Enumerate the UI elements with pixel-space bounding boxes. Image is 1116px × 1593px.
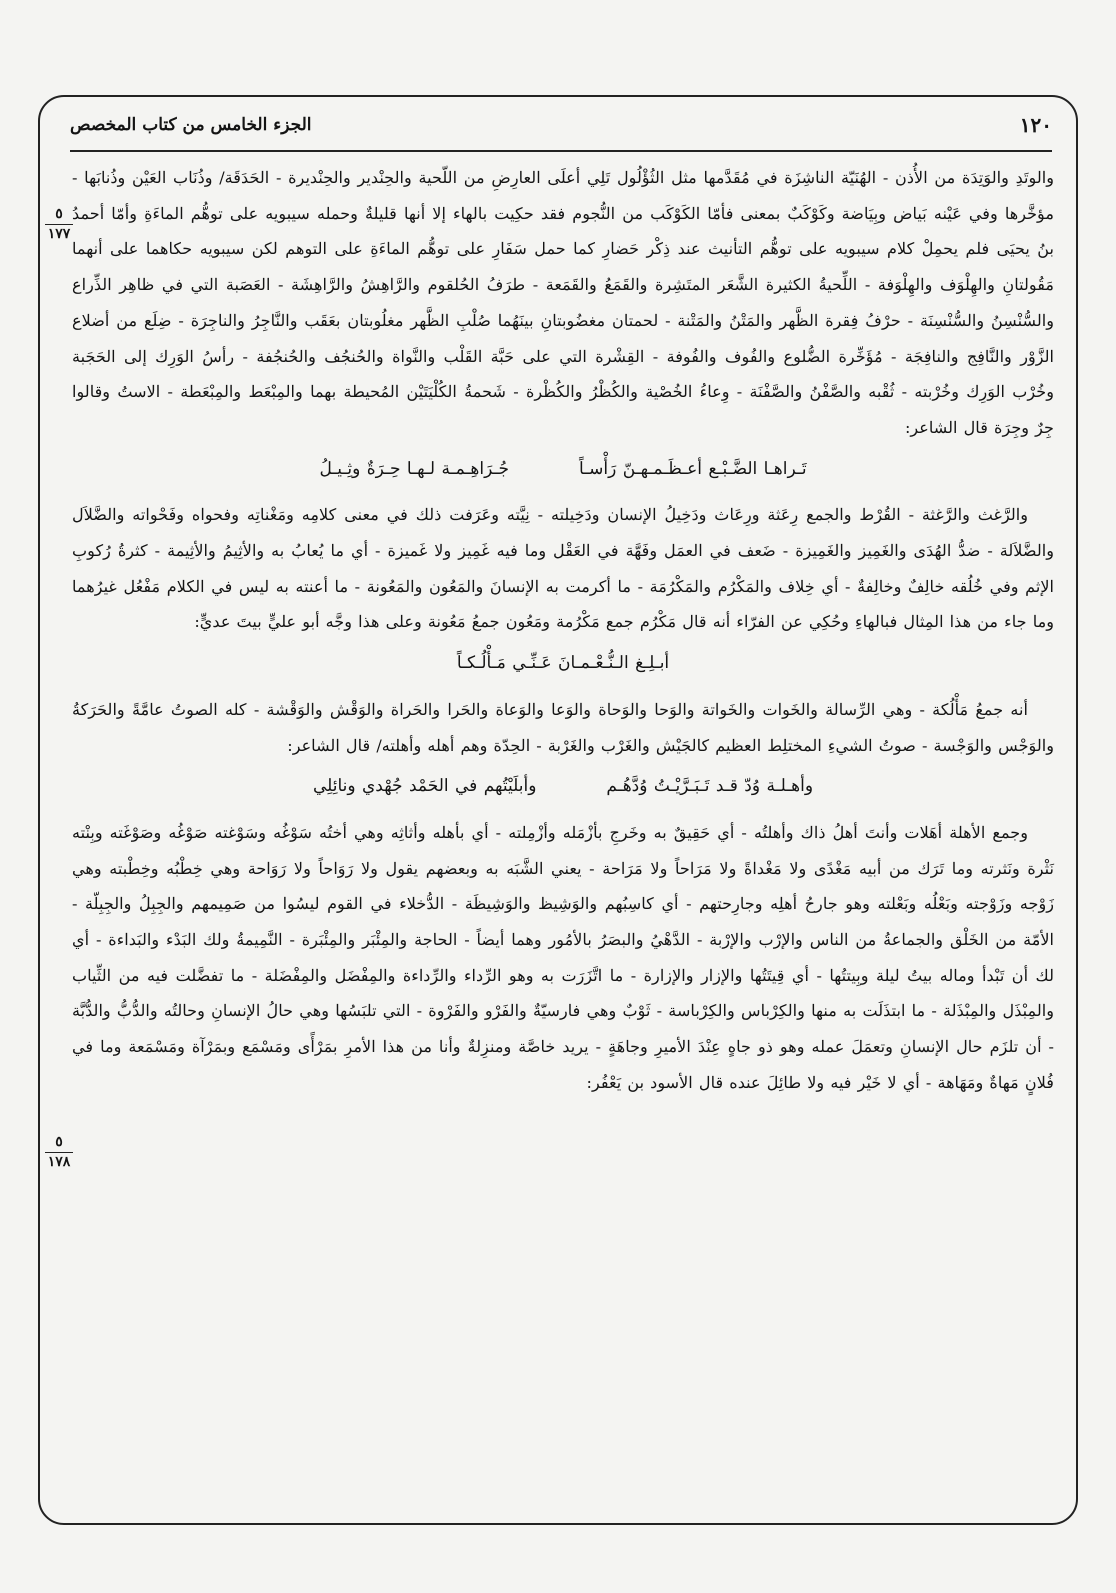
paragraph: والرَّغث والرَّغثة - القُرْط والجمع رِعَثة ورِعَاث ودَخِيلُ الإنسان ودَخِيلته - نِيَّته وعَرَفت ذلك في معنى كلامِه ومَغْناتِه وفحواه وفَحْواته والضَّلاَل والضَّلاَلة - ضدُّ الهُدَى والغَمِيز والغَمِيزة - ضَعف في العمَل وفَهَّة في العَقْل وما فيه غَمِيز ولا غَميزة - أي ما يُعابُ به والأثِيمُ والأثِيمة - كثرةُ رُكوبِ الإثم وفي خُلُقه خالِفٌ وخالِفةٌ - أي خِلاف والمَكْرُم والمَكْرُمَة - ما أكرمت به الإنسانَ والمَعُون والمَعُونة - ما أعنته به ليس في الكلام مَفْعُل غيرُهما وما جاء من هذا المِثال فبالهاءِ وحُكِي عن الفرّاء أنه قال مَكْرُم جمع مَكْرُمة ومَعُون جمعُ مَعُونة وعلى هذا وجَّه أبو عليٍّ بيتَ عديٍّ: [72,505,1054,632]
margin-ref-page: ١٧٨ [47,1154,71,1170]
verse-line [72,646,1054,682]
paragraph: وجمع الأهلة أهَلات وأنتَ أهلُ ذاك وأهلتُه - أي حَقِيقٌ به وخَرجِ بأزْمَله وأزْمِلته - أي بأهله وأثاثِه وهي أختُه سَوْغُه وسَوْغته صَوْغُه وصَوْغَته وبِنْته نَثْرة ونَثرته وما تَرَك من أبيه مَغْدًى ولا مَغْداةً ولا مَرَاحاً ولا مَرَاحة - يعني الشَّبَه به وبعضهم يقول ولا رَوَاحاً ولا رَوَاحة وهي خِطْبُه وخِطْبته وهي زَوْجه وزَوْجته وبَعْلُه وبَعْلته وهو جارحُ أهلِه وجارِحتهم - أي كاسِبُهم والوَشِيظ والوَشِيظَة - الدُّخلاء في القوم ليسُوا من صَمِيمهم والجِبِلُ والجِبِلّة - الأمّة من الخَلْق والجماعةُ من الناس والإرْب والإرْبة - الدَّهْيُ والبصَرُ بالأمُور وهما أيضاً - الحاجة والمِئْبَر والمِئْبَرة - النَّمِيمةُ ولك البَدْء والبَداءة - أي لك أن تَبْدأ وماله بيتُ ليلة وبِيتتُها - أي قِيتَتُها والإزار والإزارة - ما اتَّزَرَت به وهو الرِّداء والرِّداءة والمِفْضَل والمِفْضَلة - ما تفضَّلت فيه من الثِّياب والمِبْذَل والمِبْذَلة - ما ابتذَلَت به منها والكِرْباس والكِرْباسة - ثَوْبٌ وهي فارسيّةٌ والفَرْو والفَرْوة - التي تلبَسُها وهي حالُ الإنسانِ وحالتُه والدُّبُّ والدُّبَّة - أن تلزَم حال الإنسانِ وتعمَلَ عمله وهو ذو جاهٍ عِنْدَ الأميرِ وجاهَةٍ - يريد خاصَّة ومنزِلةٌ وأنا من هذا الأمرِ بمَرْأًى ومَسْمَع وبمَرْآة ومَسْمَعة وما في فُلانٍ مَهاةٌ ومَهَاهة - أي لا خَيْر فيه ولا طائِلَ عنده قال الأسود بن يَعْفُر: [72,822,1054,1092]
margin-ref-volume: ٥ [55,206,63,222]
verse-hemistich: وأبلَيْتُهم في الحَمْد جُهْدي ونائِلِي [312,776,537,797]
margin-reference [42,1134,76,1171]
margin-ref-divider [45,224,73,225]
page-number: ١٢٠ [1019,113,1052,137]
margin-ref-volume: ٥ [55,1134,63,1150]
verse-hemistich: جُـرَاهِـمـة لـهـا حِـرَةٌ وثِـيـلُ [319,458,509,479]
verse-hemistich: أبـلِـغ الـنُّـعْـمـانَ عَـنِّـي مَـأْلُـكـاً [456,653,670,674]
paragraph: أنه جمعُ مَأْلُكة - وهي الرِّسالة والخَوات والخَواتة والوَحا والوَحاة والوَعا والوَعاة والحَرا والحَراة والوَقْش والوَقْشة - كله الصوتُ عامَّةً والحَرَكةُ والوَجْس والوَجْسة - صوتُ الشيءِ المختلِط العظيم كالجَيْش والغَرْب والغَرْبة - الحِدّة وهم أهله وأهلته/ قال الشاعر: [72,699,1054,755]
running-title: الجزء الخامس من كتاب المخصص [70,115,312,135]
margin-ref-page: ١٧٧ [47,226,71,242]
verse-line [72,769,1054,805]
page-header [70,100,1052,152]
paragraph: والوتَدِ والوَتِدَة من الأُذن - الهُنَيّة الناشِزَة في مُقَدَّمها مثل الثُؤْلُول تَلِي أعلَى العارِضِ من اللّحية والحِنْدير والحِنْديرة - الحَدَقَة/ وذُنَاب العَيْن وذُنابَها - مؤخَّرها وفي عَيْنه بَياض وبِيَاضة وكَوْكَبٌ بمعنى فأمّا الكَوْكَب من النُّجوم فقد حكِيت بالهاء إلا أنها قليلةٌ وحمله سيبويه على توهُّم الماءَةِ وأمّا أحمدُ بنُ يحيَى فلم يحمِلْ كلام سيبويه على توهُّم التأنيث عند ذِكْر حَضارِ كما حمل سَفَارِ على توهُّم الماءَةِ على التوهم لكن سيبويه حكاهما على أنهما مَقُولتانِ والهِلْوَف والهِلْوَفة - اللِّحيةُ الكثيرة الشَّعَر المتَشِرة والقَمَعُ والقَمَعة - طرَفُ الحُلقوم والرَّاهِشُ والرَّاهِشَة - العَصَبة التي في ظاهِر الذِّراع والسُّنْسِنُ والسُّنْسِنَة - حرْفُ فِقرة الظَّهر والمَتْنُ والمَتْنة - لحمتان مغضُوبتانِ بينَهُما صُلْبِ الظَّهر مغلُوبتان بعَقَب والنَّاجِرُ والناجِرَة - ضِلَع من أضلاع الزَّوْر والنَّافِج والنافِجَة - مُؤَخِّرة الضُّلوع والفُوف والفُوفة - القِشْرة التي على حَبَّة القَلْب والنَّواة والحُنجُف والحُنجُفة - رأسُ الوَرِك إلى الحَجَبة وخُرْب الوَرِك وخُرْبته - ثُقْبه والصَّفْنُ والصَّفْنَة - وِعاءُ الخُصْية والكُظْرُ والكُظْرة - شَحمةُ الكُلْيَتَيْن المُحيطة بهما والمِبْعَط والمِبْعَطة - الاستُ وقالوا جِرٌ وجِرَة قال الشاعر: [72,168,1054,437]
margin-ref-divider [45,1152,73,1153]
margin-reference [42,206,76,243]
verse-hemistich: تَـراهـا الضَّـبْـع أعـظَـمـهـنّ رَأْسـاً [578,458,807,479]
verse-hemistich: وأهـلـة وُدّ قـد تَـبَـرَّيْـتُ وُدَّهُـم [606,776,814,797]
body-text [72,160,1054,1503]
verse-line [72,452,1054,488]
